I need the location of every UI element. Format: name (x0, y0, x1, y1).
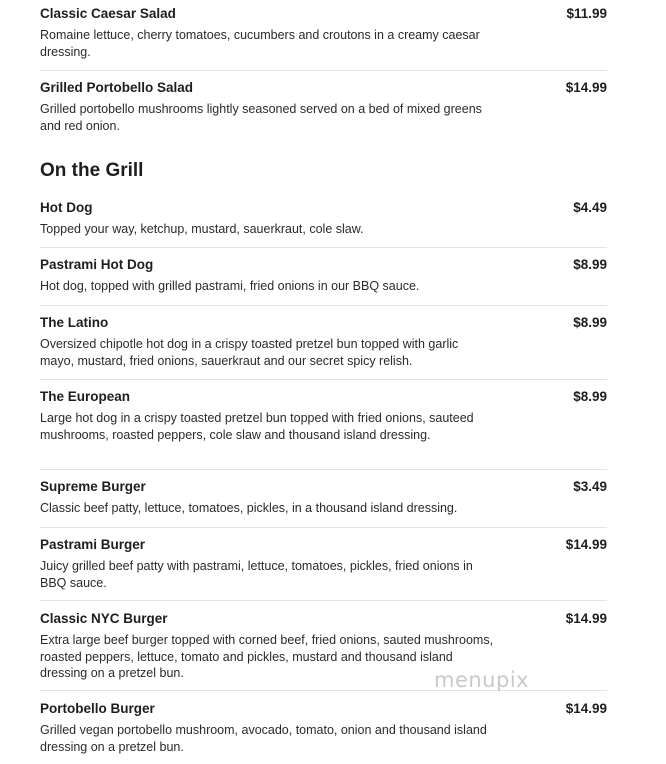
item-description: Juicy grilled beef patty with pastrami, lettuce, tomatoes, pickles, fried onions in BBQ sauce. (40, 559, 473, 590)
divider (40, 379, 607, 380)
divider (40, 305, 607, 306)
item-price: $14.99 (565, 537, 607, 552)
item-description: Hot dog, topped with grilled pastrami, fried onions in our BBQ sauce. (40, 279, 420, 293)
item-name: Classic NYC Burger (40, 611, 168, 626)
item-name: Portobello Burger (40, 701, 155, 716)
item-name: Grilled Portobello Salad (40, 80, 194, 95)
item-price: $8.99 (573, 389, 607, 404)
item-name: Hot Dog (40, 200, 93, 215)
divider (40, 247, 607, 248)
divider (40, 469, 607, 470)
item-description: Grilled vegan portobello mushroom, avocado, tomato, onion and thousand island dressing on a pretzel bun. (40, 723, 487, 754)
divider (40, 600, 607, 601)
divider (40, 527, 607, 528)
item-name: Pastrami Hot Dog (40, 257, 154, 272)
item-price: $14.99 (565, 80, 607, 95)
item-price: $3.49 (573, 479, 607, 494)
item-price: $11.99 (566, 6, 607, 21)
item-name: Pastrami Burger (40, 537, 146, 552)
item-description: Large hot dog in a crispy toasted pretzel bun topped with fried onions, sauteed mushrooms, roasted peppers, cole slaw and thousand island dressing. (40, 411, 474, 442)
item-name: Classic Caesar Salad (40, 6, 176, 21)
item-description: Romaine lettuce, cherry tomatoes, cucumbers and croutons in a creamy caesar dressing. (40, 28, 480, 59)
item-price: $8.99 (573, 315, 607, 330)
item-name: The Latino (40, 315, 109, 330)
item-description: Grilled portobello mushrooms lightly seasoned served on a bed of mixed greens and red onion. (40, 102, 482, 133)
section-title-on-the-grill: On the Grill (40, 160, 144, 181)
item-price: $4.49 (573, 200, 607, 215)
item-price: $14.99 (565, 701, 607, 716)
item-description: Oversized chipotle hot dog in a crispy toasted pretzel bun topped with garlic mayo, mustard, fried onions, sauerkraut and our secret spicy relish. (40, 337, 459, 368)
item-description: Extra large beef burger topped with corned beef, fried onions, sauted mushrooms, roasted peppers, lettuce, tomato and pickles, mustard and thousand island dressing on a pretzel bun. (40, 633, 494, 680)
item-description: Topped your way, ketchup, mustard, sauerkraut, cole slaw. (40, 222, 364, 236)
item-price: $14.99 (565, 611, 607, 626)
divider (40, 70, 607, 71)
menupix-watermark: menupix (434, 668, 530, 692)
item-price: $8.99 (573, 257, 607, 272)
item-name: Supreme Burger (40, 479, 146, 494)
item-name: The European (40, 389, 131, 404)
item-description: Classic beef patty, lettuce, tomatoes, pickles, in a thousand island dressing. (40, 501, 458, 515)
